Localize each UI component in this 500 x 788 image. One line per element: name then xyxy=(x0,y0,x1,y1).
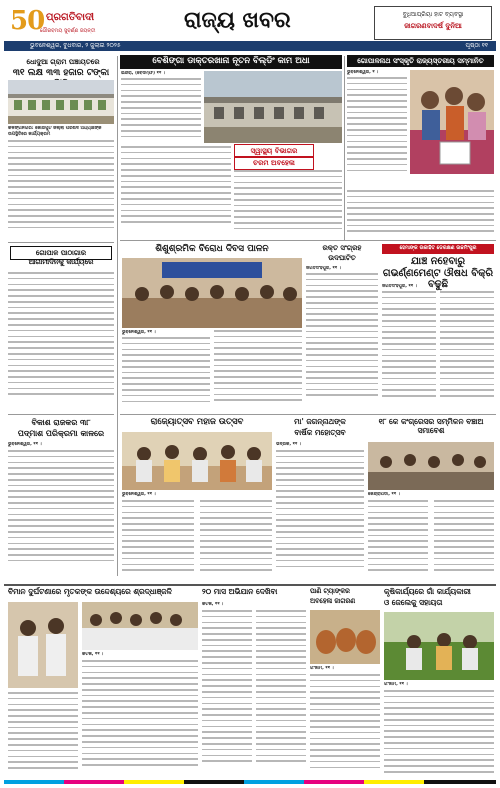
medicine-kicker: ହେମାଙ୍କ ଉକାହିତ ଡେରକ୍ଷଣ ଉଚ୍ଚମିଂପୁର xyxy=(382,244,494,254)
tree-dateline: କଟକ, ୧୧ । xyxy=(202,602,224,607)
dateline-bar xyxy=(4,41,496,51)
gopalnath-headline: ଗୋପାଳନାଥ ସଂସ୍କୃତି ରାଜ୍ୟସ୍ତରୀୟ ସମ୍ମାନିତ xyxy=(347,55,494,67)
hospital-image xyxy=(204,71,342,143)
divider xyxy=(8,414,114,415)
child-labour-body-2 xyxy=(214,330,302,412)
gopalnath-dateline: ଭୁବନେଶ୍ୱର, ୧ । xyxy=(347,70,379,75)
medicine-dateline: ଜଗତସିଂହପୁର, ୧୧ । xyxy=(382,284,417,289)
left-top-headline-a: ଧୋଦୁଆ ଗ୍ରାମ ପଞ୍ଚାୟତରେ xyxy=(26,58,100,66)
plane-dateline: କଟକ, ୧୧ । xyxy=(82,652,104,657)
vikas-headline-a: ବିକାଶ ରାଜକର ୩୮ xyxy=(31,418,91,427)
blood-camp-dateline: ଜଗତସିଂହପୁର, ୧୧ । xyxy=(306,266,341,271)
farmers-headline-a: କୃଷିକାର୍ଯ୍ୟରେ ଗାଁ କାର୍ଯ୍ୟକାରୀ xyxy=(384,587,471,596)
medicine-headline: ଯାଞ୍ଚ ନହେବାରୁ ଗଭର୍ଣ୍ଣମେଣ୍ଟ ଔଷଧ ବିକ୍ରି ବଢୁଛି xyxy=(382,256,494,290)
congress-photo xyxy=(368,442,494,490)
tree-body-2 xyxy=(256,610,306,780)
hospital-subhead-a: ସ୍ୱାସ୍ଥ୍ୟ ବିଭାଗର xyxy=(234,144,314,158)
hostel-body xyxy=(8,272,114,412)
hospital-body-2 xyxy=(121,146,231,234)
festival-dateline: ଭୁବନେଶ୍ୱର, ୧୧ । xyxy=(122,492,156,497)
hostel-headline-a: ଗୋପାଳ ପାଠାଗାର xyxy=(10,246,112,260)
gopalnath-body-1 xyxy=(347,77,407,187)
pots-headline-a: ପାଣି ଟ୍ୟାଙ୍କର xyxy=(310,587,350,595)
medicine-body-2 xyxy=(440,291,494,412)
hospital-building-photo xyxy=(204,71,342,143)
rally-image xyxy=(122,258,302,328)
masthead xyxy=(4,4,496,48)
divider xyxy=(120,414,496,415)
farmers-photo xyxy=(384,612,494,680)
hospital-body-1 xyxy=(121,78,201,142)
child-labour-dateline: ଭୁବନେଶ୍ୱର, ୧୧ । xyxy=(122,330,156,335)
award-image xyxy=(410,70,494,174)
logo-name: ପ୍ରଗତିବାଦୀ xyxy=(46,12,95,23)
blood-camp-headline-a: ରକ୍ତ ସଂଗ୍ରହ xyxy=(322,244,362,252)
newspaper-page xyxy=(4,4,496,784)
divider xyxy=(4,584,496,586)
edition-date: ଭୁବନେଶ୍ୱର, ବୁଧବାର, ୨ ଜୁଲାଇ ୨୦୨୫ xyxy=(30,42,121,49)
congress-headline: ୧୮ କେ କଂଗ୍ରେସର ସମ୍ମିଳନ ବଞ୍ଚାଅ ସମାବେଶ xyxy=(378,417,484,435)
festival-body-1 xyxy=(122,500,194,580)
hospital-subhead-b: ଚରମ ଅବହେଳା xyxy=(234,156,314,170)
newspaper-logo xyxy=(10,6,118,46)
farmers-headline-b: ଓ ଜେଲେକୁ ସହାୟତା xyxy=(384,598,443,607)
medicine-body-1 xyxy=(382,291,436,412)
festival-body-2 xyxy=(200,500,272,580)
gopalnath-award-photo xyxy=(410,70,494,174)
column-rule xyxy=(117,56,118,576)
tree-headline: ୨୦ ମାସ ଅଭିଯାନ ଦେଖିବା xyxy=(202,587,278,596)
tribute-image xyxy=(8,602,78,688)
annual-fest-headline-b: ବାର୍ଷିକ ମହୋତ୍ସବ xyxy=(294,428,346,437)
logo-tagline: ଗୌରବମୟ ସୁବର୍ଣ୍ଣ ଜୟନ୍ତୀ xyxy=(40,28,96,34)
festival-headline: ରାଜ୍ୟୋତ୍ସବ ମହାଜ ଉତ୍ସବ xyxy=(150,417,244,427)
column-rule xyxy=(344,56,345,241)
logo-number: 50 xyxy=(10,6,45,36)
ceremony-image xyxy=(122,432,272,490)
vikas-dateline: ଭୁବନେଶ୍ୱର, ୧୧ । xyxy=(8,442,42,447)
left-top-caption: କଳିଙ୍ଗନଗର: କୋରପୁଟ ଜିଲ୍ଲା ପରିଷଦ ଅଧ୍ୟକ୍ଷଙ୍କ ଉପସ୍ଥିତିରେ କାର୍ଯ୍ୟକ୍ରମ xyxy=(8,126,102,137)
hospital-headline: ବେଶିଙ୍ଗା ଡାକ୍ତରଖାନା ନୂତନ ବିଲ୍ଡିଂ କାମ ଅଧା xyxy=(120,55,342,69)
child-labour-headline: ଶିଶୁଶ୍ରମିକ ବିରୋଧ ଦିବସ ପାଳନ xyxy=(155,244,269,254)
left-top-body xyxy=(8,140,114,240)
pots-headline-b: ଅବହେଳା ଜାଗରଣ xyxy=(310,597,356,605)
annual-fest-dateline: ଭଦ୍ରକ, ୧୧ । xyxy=(276,442,301,447)
plane-body xyxy=(82,660,198,780)
tree-body-1 xyxy=(202,610,252,780)
section-title: ରାଜ୍ୟ ଖବର xyxy=(184,8,291,33)
child-labour-photo xyxy=(122,258,302,328)
congress-body-2 xyxy=(434,500,494,580)
group-image xyxy=(82,602,198,650)
farmers-dateline: ଗଂଜାମ, ୧୧ । xyxy=(384,682,408,687)
plane-body-2 xyxy=(8,692,78,780)
pots-body xyxy=(310,674,380,780)
blood-camp-headline-b: ଉଦଘାଟିତ xyxy=(328,254,356,262)
left-top-photo xyxy=(8,80,114,124)
farm-field-image xyxy=(384,612,494,680)
congress-body-1 xyxy=(368,500,428,580)
annual-fest-body xyxy=(276,450,364,580)
building-photo xyxy=(8,80,114,124)
water-pots-image xyxy=(310,610,380,664)
vikas-body xyxy=(8,450,114,576)
gopalnath-body-2 xyxy=(347,190,494,238)
masthead-ad xyxy=(374,6,492,40)
meeting-image xyxy=(368,442,494,490)
plane-photo-left xyxy=(8,602,78,688)
divider xyxy=(120,240,496,241)
ad-line-1: ବୁଧିଆପ୍ରିୟା ହାଟ ବ୍ୟବସ୍ଥା xyxy=(402,11,464,18)
festival-photo xyxy=(122,432,272,490)
print-color-strip xyxy=(4,780,496,784)
ad-line-2: ଜାଗରଣବାଦର୍ଷ ଦୁନିଆ xyxy=(404,22,462,30)
annual-fest-headline-a: ମା' ଜଗନ୍ନାଥଙ୍କ xyxy=(294,417,346,426)
plane-headline: ବିମାନ ଦୁର୍ଘଟଣାରେ ମୃତକଙ୍କ ଉଦ୍ଦେଶ୍ୟରେ ଶ୍ରଦ୍ଧାଞ୍ଜଳି xyxy=(8,587,172,596)
plane-photo-right xyxy=(82,602,198,650)
hospital-body-3 xyxy=(234,170,342,234)
hospital-dateline: ଇନ୍ଦିରା, (ବେସମ୍ଫ) ୧୧ । xyxy=(121,71,165,76)
divider xyxy=(8,242,114,243)
pots-dateline: ଗଂଜାମ, ୧୧ । xyxy=(310,666,334,671)
page-number: ପୃଷ୍ଠା ୧୧ xyxy=(465,42,488,49)
child-labour-body-1 xyxy=(122,337,210,412)
pots-photo xyxy=(310,610,380,664)
congress-dateline: କେନ୍ଦ୍ରାପଡା, ୧୧ । xyxy=(368,492,400,497)
vikas-headline-b: ପଦ୍ମାଶ ପରିକ୍ରମା କାଳରେ xyxy=(17,429,105,438)
hostel-headline-b: ଆଗାମୀଦିନକୁ କାର୍ଯ୍ୟରେ xyxy=(28,258,94,266)
farmers-body xyxy=(384,690,494,780)
left-top-headline-b: ୩୧ ଲକ୍ଷ ୩୩ ହଜାର ଟଙ୍କା xyxy=(12,68,110,78)
blood-camp-body xyxy=(306,273,378,412)
